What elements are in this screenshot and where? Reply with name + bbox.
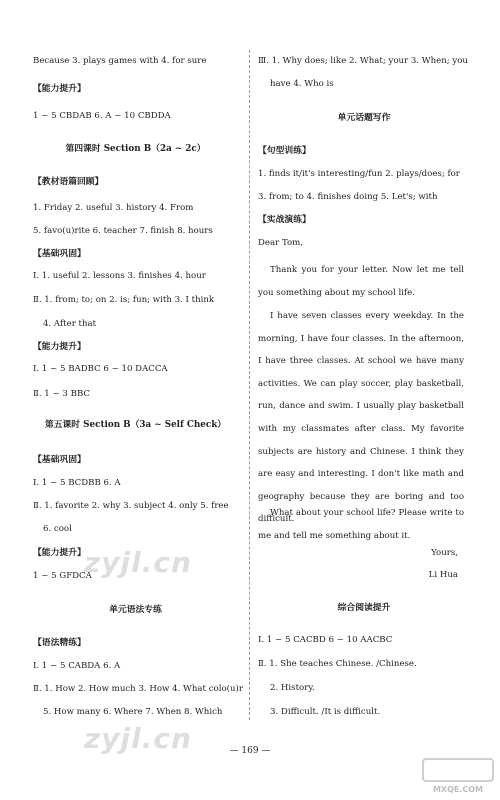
answer-line: Ⅱ. 1. from; to; on 2. is; fun; with 3. I think (33, 295, 215, 305)
section-heading: 【语法精练】 (33, 638, 86, 648)
watermark: zyjl.cn (84, 546, 192, 579)
letter-greeting: Dear Tom, (258, 238, 304, 248)
column-divider (249, 50, 250, 720)
answer-line: 2. History. (270, 683, 315, 693)
answer-line: Ⅰ. 1 ~ 5 BADBC 6 ~ 10 DACCA (33, 364, 168, 374)
answer-line: 1 ~ 5 CBDAB 6. A ~ 10 CBDDA (33, 111, 171, 121)
answer-line: Ⅱ. 1. How 2. How much 3. How 4. What colo(u)r (33, 684, 243, 694)
letter-closing: Yours, (431, 548, 458, 558)
answer-line: 5. How many 6. Where 7. When 8. Which (43, 707, 223, 717)
section-heading: 【句型训练】 (258, 146, 311, 156)
unit-title: 单元话题写作 (337, 113, 391, 123)
lesson-title: 第四课时 Section B（2a ~ 2c） (65, 144, 206, 154)
answer-line: Because 3. plays games with 4. for sure (33, 56, 207, 66)
letter-paragraph: I have seven classes every weekday. In the morning, I have four classes. In the afternoon, I have three classes. At school we have many activities. We can play soccer, play basketball, run, dance and swim. I usually play basketball with my classmates after class. My favorite subjects are history and Chinese. I think they are easy and interesting. I don't like math and geography because they are boring and too difficult. (258, 311, 464, 525)
answer-line: Ⅰ. 1 ~ 5 BCDBB 6. A (33, 478, 121, 488)
answer-line: Ⅰ. 1. useful 2. lessons 3. finishes 4. hour (33, 271, 206, 281)
section-heading: 【教材语篇回顾】 (33, 177, 104, 187)
watermark: zyjl.cn (84, 722, 192, 755)
answer-line: 5. favo(u)rite 6. teacher 7. finish 8. hours (33, 226, 213, 236)
page-number: — 169 — (229, 746, 271, 756)
answer-line: 1. Friday 2. useful 3. history 4. From (33, 203, 194, 213)
section-heading: 【能力提升】 (33, 342, 86, 352)
answer-line: Ⅱ. 1. favorite 2. why 3. subject 4. only 5. free (33, 501, 229, 511)
section-heading: 【能力提升】 (33, 84, 86, 94)
letter-paragraph: Thank you for your letter. Now let me tell you something about my school life. (258, 265, 464, 298)
answer-line: Ⅱ. 1. She teaches Chinese. /Chinese. (258, 659, 417, 669)
logo-mark-icon (422, 758, 494, 782)
answer-line: 1. finds it/it's interesting/fun 2. plays/does; for (258, 169, 460, 179)
answer-line: 4. After that (43, 319, 97, 329)
section-heading: 【能力提升】 (33, 548, 86, 558)
letter-paragraph: What about your school life? Please write to me and tell me something about it. (258, 508, 464, 541)
answer-line: 1 ~ 5 GFDCA (33, 571, 92, 581)
logo-text: MXQE.COM (432, 785, 484, 794)
answer-line: Ⅰ. 1 ~ 5 CABDA 6. A (33, 661, 121, 671)
lesson-title: 单元语法专练 (109, 605, 162, 615)
unit-title: 综合阅读提升 (337, 603, 391, 613)
site-logo (422, 758, 494, 794)
answer-line: 6. cool (43, 524, 72, 534)
answer-line: Ⅱ. 1 ~ 3 BBC (33, 389, 91, 399)
lesson-title: 第五课时 Section B（3a ~ Self Check） (44, 420, 227, 430)
answer-line: 3. Difficult. /It is difficult. (270, 707, 381, 717)
answer-line: have 4. Who is (270, 79, 334, 89)
letter-signature: Li Hua (428, 570, 458, 580)
answer-line: Ⅰ. 1 ~ 5 CACBD 6 ~ 10 AACBC (258, 635, 393, 645)
section-heading: 【实战演练】 (258, 215, 311, 225)
answer-line: Ⅲ. 1. Why does; like 2. What; your 3. When; you (258, 56, 468, 66)
section-heading: 【基础巩固】 (33, 455, 86, 465)
section-heading: 【基础巩固】 (33, 249, 86, 259)
answer-line: 3. from; to 4. finishes doing 5. Let's; with (258, 192, 438, 202)
